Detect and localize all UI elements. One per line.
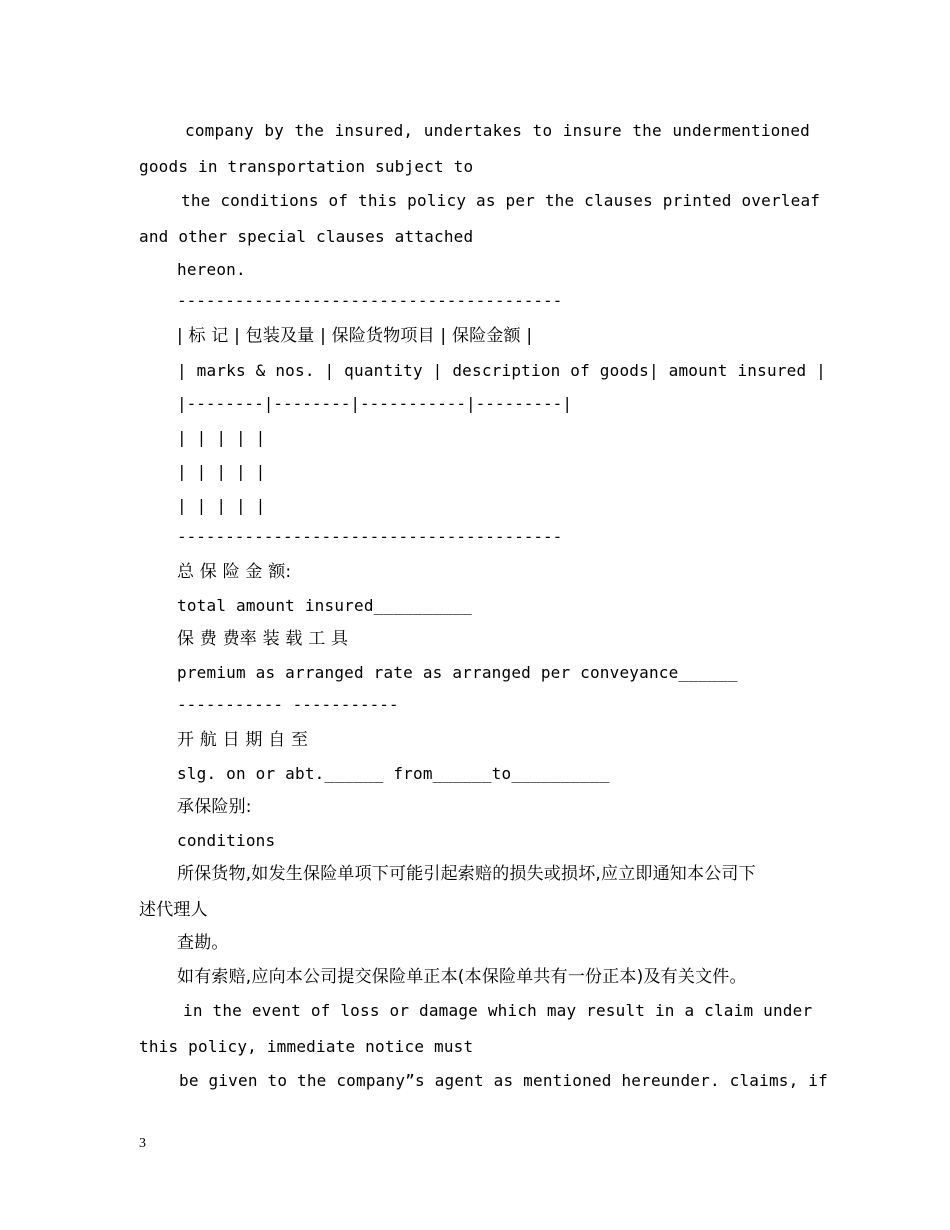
total-amount-label-en: total amount insured__________	[177, 596, 472, 615]
table-row: | | | | |	[177, 462, 266, 481]
notice-paragraph-cn: 所保货物,如发生保险单项下可能引起索赔的损失或损坏,应立即通知本公司下	[177, 864, 756, 884]
notice-paragraph-cn: 查勘。	[177, 933, 229, 953]
sailing-date-label-en: slg. on or abt.______ from______to__________	[177, 764, 610, 783]
table-row: | | | | |	[177, 496, 266, 515]
claims-paragraph-cn: 如有索赔,应向本公司提交保险单正本(本保险单共有一份正本)及有关文件。	[177, 967, 747, 987]
premium-label-en: premium as arranged rate as arranged per conveyance______	[177, 663, 738, 682]
premium-underline: ----------- -----------	[177, 695, 399, 714]
body-line: and other special clauses attached	[139, 227, 474, 246]
total-amount-label-cn: 总 保 险 金 额:	[177, 562, 292, 582]
table-header-chinese: | 标 记 | 包装及量 | 保险货物项目 | 保险金额 |	[177, 326, 533, 346]
sailing-date-label-cn: 开 航 日 期 自 至	[177, 730, 309, 750]
notice-paragraph-en: this policy, immediate notice must	[139, 1037, 474, 1056]
conditions-label-cn: 承保险别:	[177, 797, 252, 817]
table-row: | | | | |	[177, 428, 266, 447]
body-line: goods in transportation subject to	[139, 157, 474, 176]
table-top-rule: ----------------------------------------	[177, 291, 563, 310]
notice-paragraph-cn: 述代理人	[139, 900, 208, 920]
body-line: the conditions of this policy as per the clauses printed overleaf	[181, 191, 821, 210]
table-divider: |--------|--------|-----------|---------|	[177, 394, 572, 413]
table-bottom-rule: ----------------------------------------	[177, 527, 563, 546]
body-line: company by the insured, undertakes to insure the undermentioned	[185, 121, 810, 140]
table-header-english: | marks & nos. | quantity | description of goods| amount insured |	[177, 361, 826, 380]
page-number: 3	[139, 1136, 146, 1151]
body-line: hereon.	[177, 260, 246, 279]
premium-label-cn: 保 费 费率 装 载 工 具	[177, 629, 349, 649]
notice-paragraph-en: in the event of loss or damage which may result in a claim under	[183, 1001, 813, 1020]
notice-paragraph-en: be given to the company”s agent as mentioned hereunder. claims, if	[179, 1071, 828, 1090]
conditions-label-en: conditions	[177, 831, 276, 850]
